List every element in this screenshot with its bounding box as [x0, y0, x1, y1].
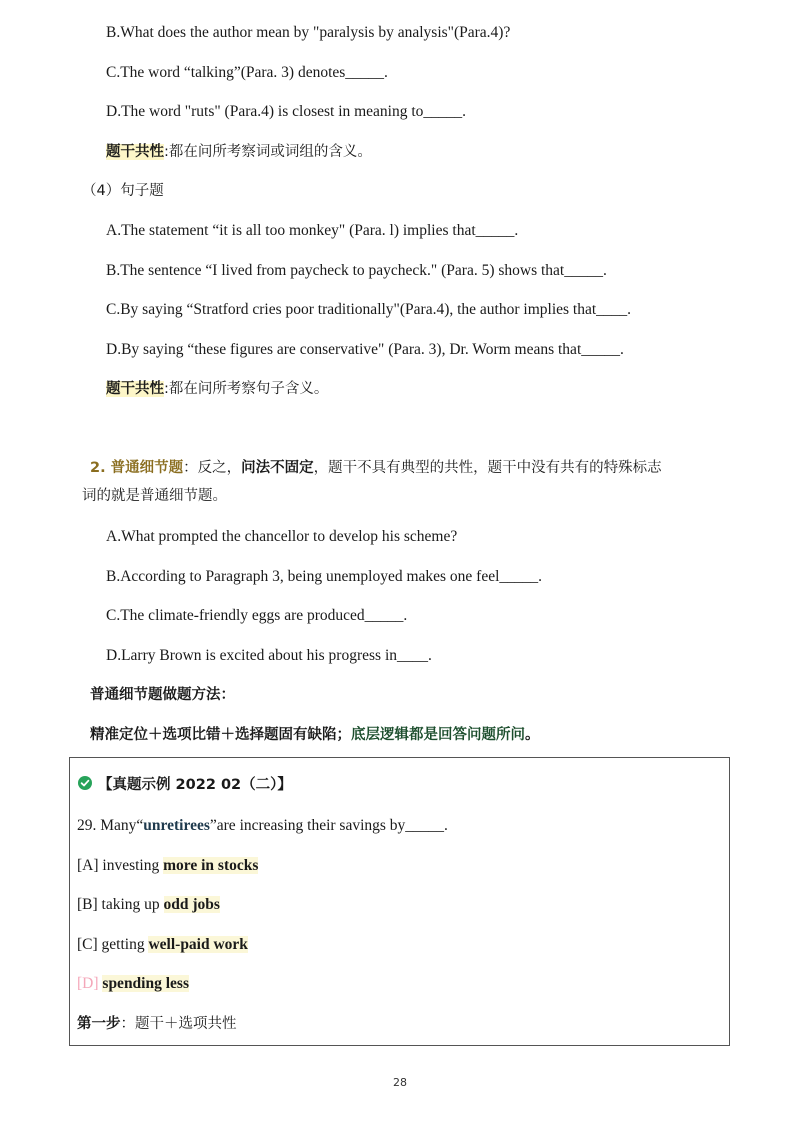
sentence-summary	[106, 379, 328, 399]
option-b-label: [B] taking up	[77, 896, 164, 913]
example-question-prefix: 29. Many“	[77, 817, 144, 834]
sentence-question-c: C.By saying “Stratford cries poor traditionally"(Para.4), the author implies that____.	[106, 301, 632, 318]
example-question	[77, 816, 448, 836]
sentence-question-d: D.By saying “these figures are conservative" (Para. 3), Dr. Worm means that_____.	[106, 341, 624, 358]
vocab-summary-label: 题干共性	[106, 144, 164, 160]
example-step-label: 第一步	[77, 1016, 121, 1032]
example-step-text: ：题干＋选项共性	[120, 1016, 237, 1032]
sentence-heading: （4）句子题	[82, 183, 164, 199]
example-option-a	[77, 856, 258, 876]
detail-heading-sep: ：反之，	[183, 460, 242, 476]
detail-method	[90, 725, 540, 745]
detail-method-part3: 底层逻辑都是回答问题所问	[351, 727, 525, 743]
option-d-label: [D]	[77, 975, 103, 992]
example-question-suffix: ”are increasing their savings by_____.	[209, 817, 448, 834]
sentence-question-a: A.The statement “it is all too monkey" (Para. l) implies that_____.	[106, 222, 519, 239]
check-circle-icon	[78, 776, 92, 790]
detail-method-heading: 普通细节题做题方法：	[90, 687, 235, 703]
detail-heading-line2: 词的就是普通细节题。	[82, 488, 227, 504]
vocab-summary	[106, 142, 372, 162]
detail-heading	[90, 458, 662, 478]
option-d-keyword: spending less	[102, 975, 189, 992]
detail-question-c: C.The climate-friendly eggs are produced_____.	[106, 607, 408, 624]
detail-method-part1: 精准定位＋选项比错＋选择题固有缺陷	[90, 727, 337, 743]
example-option-b	[77, 895, 220, 915]
vocab-question-c: C.The word “talking”(Para. 3) denotes_____.	[106, 64, 388, 81]
detail-heading-bold: 问法不固定	[241, 460, 314, 476]
option-c-keyword: well-paid work	[148, 936, 248, 953]
example-option-d	[77, 974, 189, 994]
vocab-summary-text: :都在问所考察词或词组的含义。	[164, 144, 372, 160]
detail-method-part2: ；	[336, 727, 351, 743]
option-a-keyword: more in stocks	[163, 857, 259, 874]
sentence-summary-text: :都在问所考察句子含义。	[164, 381, 329, 397]
detail-question-b: B.According to Paragraph 3, being unemployed makes one feel_____.	[106, 568, 543, 585]
detail-question-d: D.Larry Brown is excited about his progress in____.	[106, 647, 432, 664]
vocab-question-b: B.What does the author mean by "paralysis by analysis"(Para.4)?	[106, 24, 511, 41]
example-question-term: unretirees	[143, 817, 210, 834]
example-step	[77, 1014, 237, 1034]
sentence-question-b: B.The sentence “I lived from paycheck to paycheck." (Para. 5) shows that_____.	[106, 262, 607, 279]
option-c-label: [C] getting	[77, 936, 149, 953]
option-b-keyword: odd jobs	[163, 896, 220, 913]
example-option-c	[77, 935, 248, 955]
sentence-summary-label: 题干共性	[106, 381, 164, 397]
option-a-label: [A] investing	[77, 857, 164, 874]
page-number: 28	[393, 1076, 407, 1089]
detail-heading-label: 2. 普通细节题	[90, 460, 184, 476]
detail-question-a: A.What prompted the chancellor to develop his scheme?	[106, 528, 458, 545]
example-title: 【真题示例 2022 02（二）】	[98, 777, 292, 793]
detail-heading-rest: ，题干不具有典型的共性，题干中没有共有的特殊标志	[313, 460, 662, 476]
detail-method-part4: 。	[525, 727, 540, 743]
vocab-question-d: D.The word "ruts" (Para.4) is closest in meaning to_____.	[106, 103, 467, 120]
